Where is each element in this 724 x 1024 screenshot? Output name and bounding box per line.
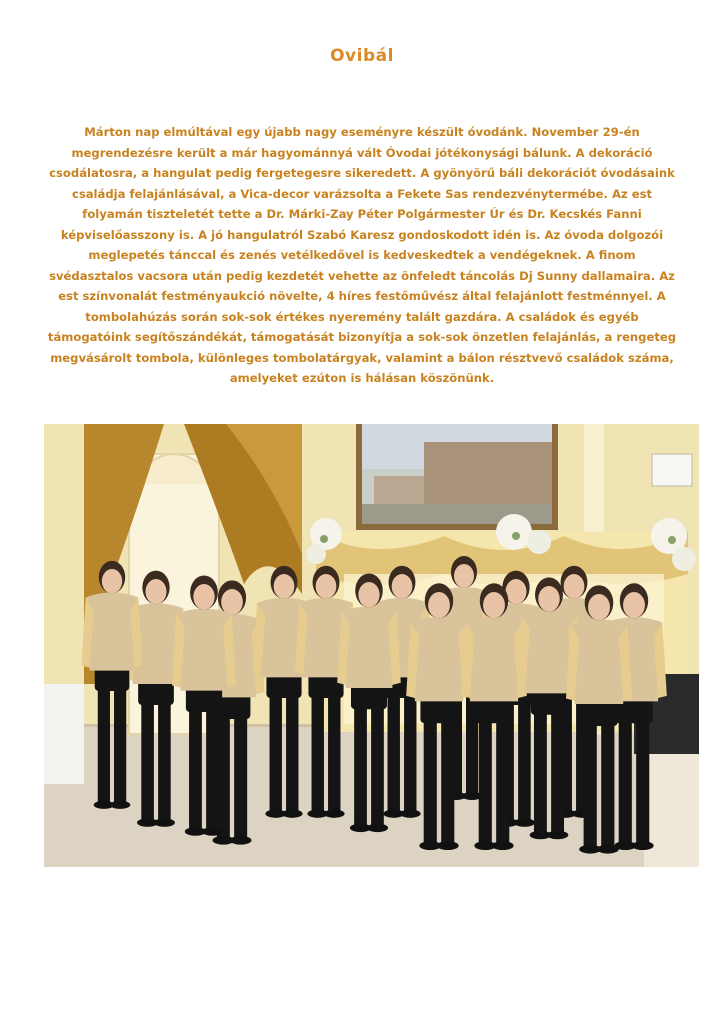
group-photo-illustration xyxy=(44,424,699,867)
page-title: Ovibál xyxy=(330,46,394,66)
group-photo xyxy=(44,424,699,867)
body-paragraph: Márton nap elmúltával egy újabb nagy eseményre készült óvodánk. November 29-én megrendezésre került a már hagyománnyá vált Óvodai jótékonysági bálunk. A dekoráció csodálatosra, a hangulat pedig fergetegesre sikeredett. A gyönyörű báli dekorációt óvodásaink családja felajánlásával, a Vica-decor varázsolta a Fekete Sas rendezvénytermébe. Az est folyamán tiszteletét tette a Dr. Márki-Zay Péter Polgármester Úr és Dr. Kecskés Fanni képviselőasszony is. A jó hangulatról Szabó Karesz gondoskodott idén is. Az óvoda dolgozói meglepetés tánccal és zenés vetélkedővel is kedveskedtek a vendégeknek. A finom svédasztalos vacsora után pedig kezdetét vehette az önfeledt táncolás Dj Sunny dallamaira. Az est színvonalát festményaukció növelte, 4 híres festőművész által felajánlott festménnyel. A tombolahúzás során sok-sok értékes nyeremény talált gazdára. A családok és egyéb támogatóink segítőszándékát, támogatását bizonyítja a sok-sok önzetlen felajánlás, a rengeteg megvásárolt tombola, különleges tombolatárgyak, valamint a bálon résztvevő családok száma, amelyeket ezúton is hálásan köszönünk. xyxy=(47,125,677,385)
